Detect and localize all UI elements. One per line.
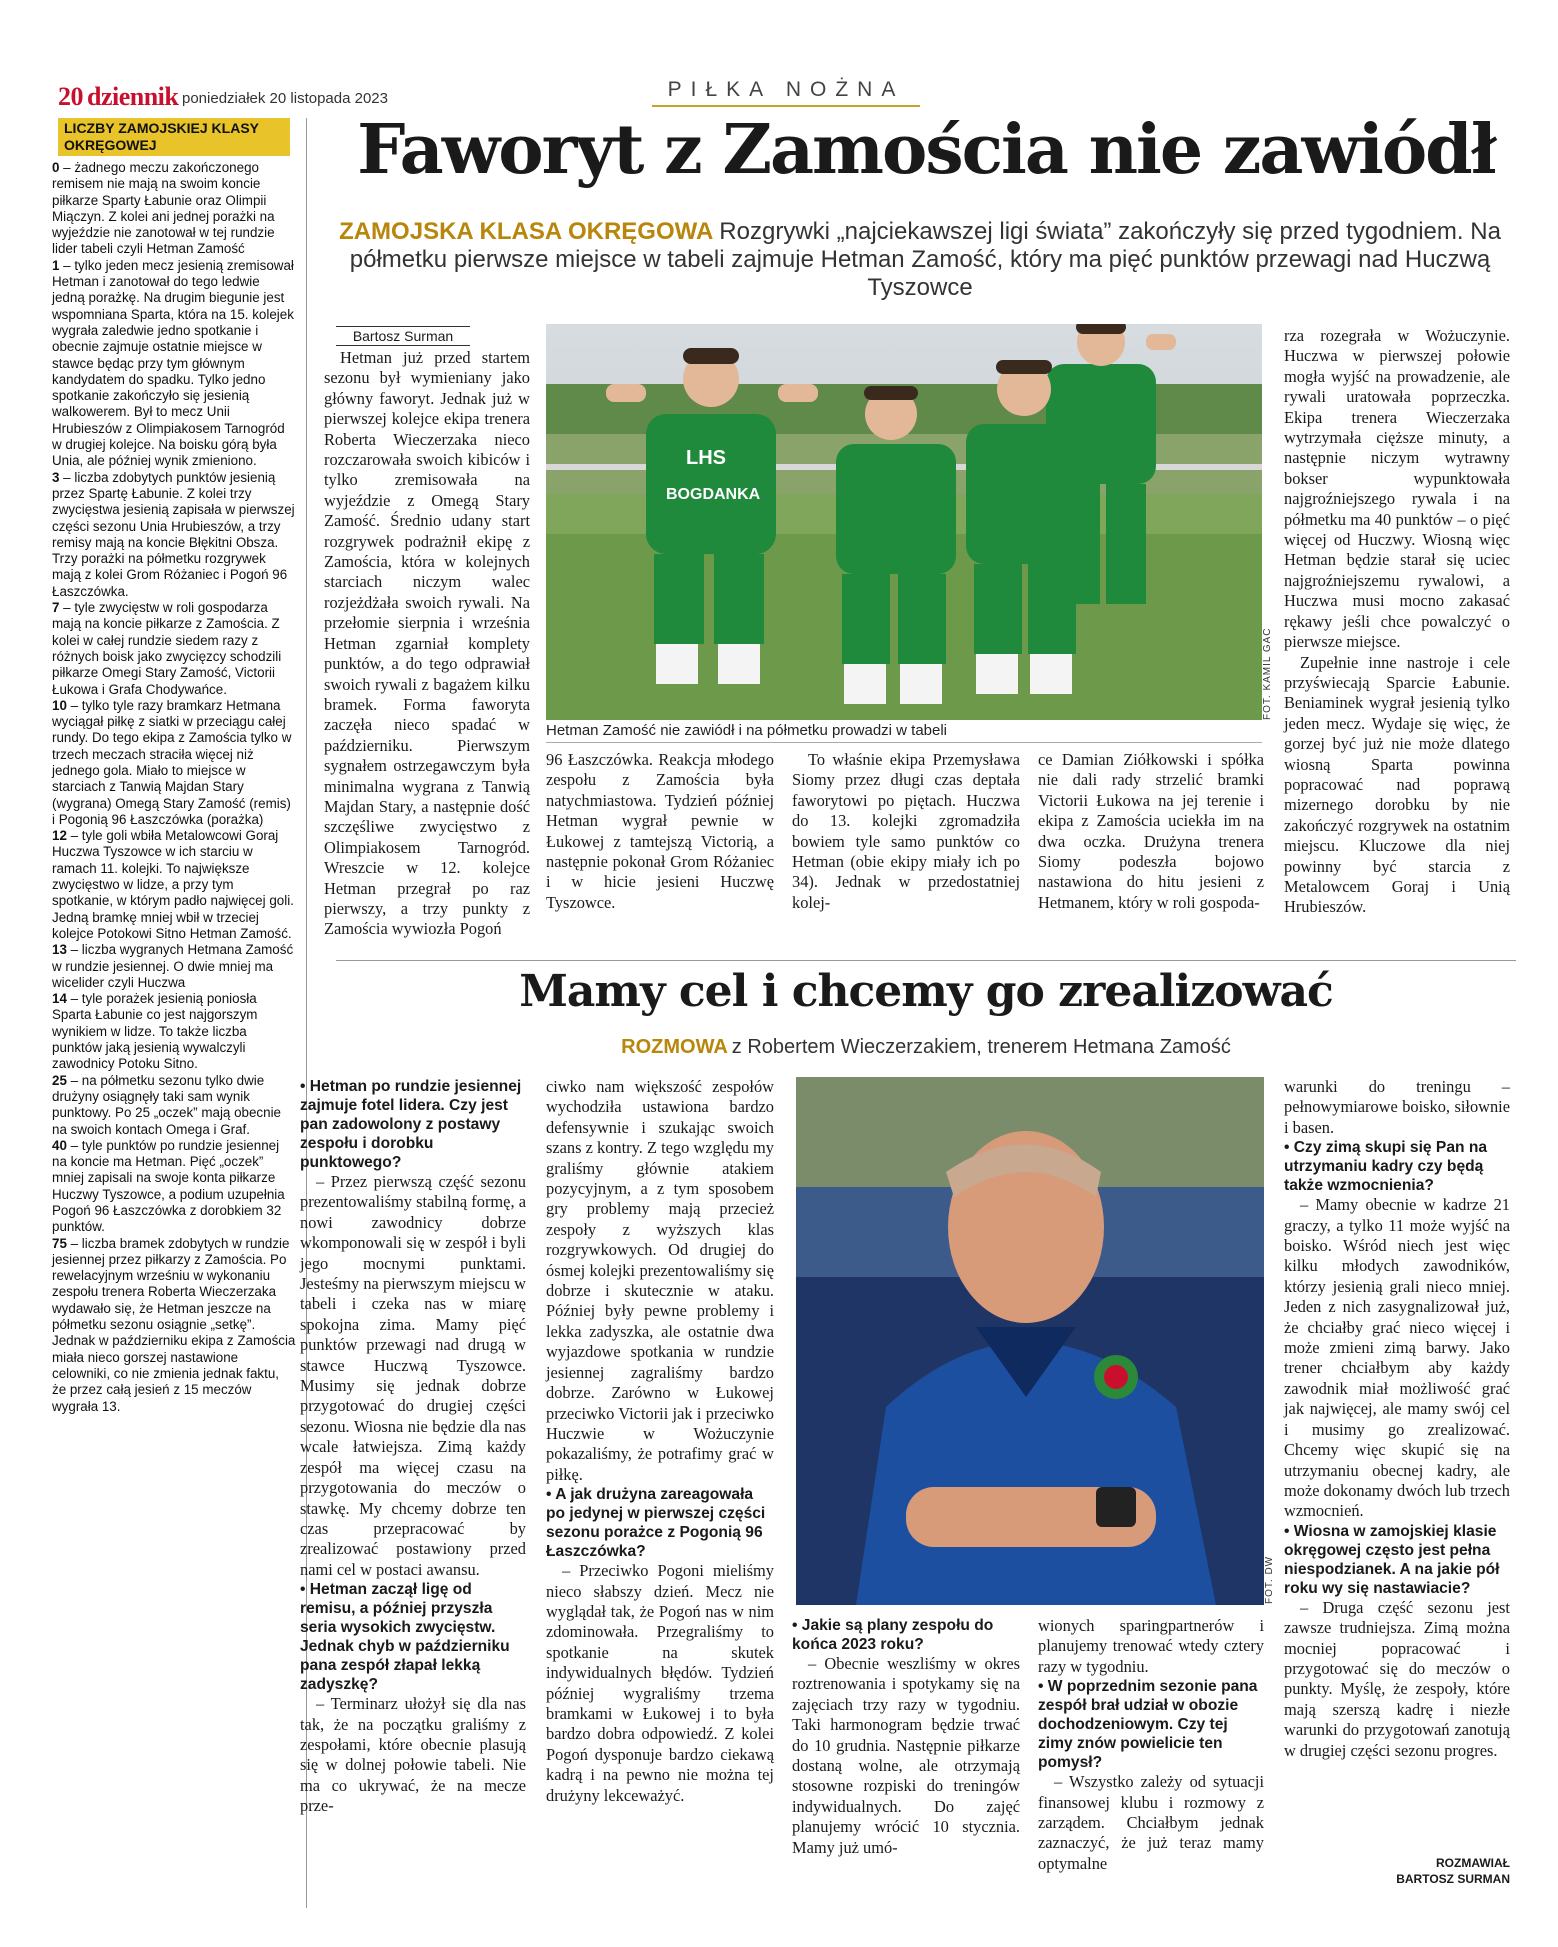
stat-number: 1 [52,257,60,273]
interview-question: • Wiosna w zamojskiej klasie okręgowej często jest pełna niespodzianek. A na jakie pół roku wy się nastawiacie? [1284,1522,1500,1597]
signature-name: BARTOSZ SURMAN [1396,1872,1510,1886]
issue-date: poniedziałek 20 listopada 2023 [182,90,388,107]
interview-answer: – Mamy obecnie w kadrze 21 graczy, a tylko 11 może wyjść na boisko. Wśród niech jest więc kilku młodych zawodników, którzy jesienią grali nieco mniej. Jeden z nich zasygnalizował już, że chciałby grać nieco więcej i może zmieni zimą barwy. Jako trener chciałbym aby każdy zawodnik miał możliwość grać jak najwięcej, ale mamy swój cel i musimy go zrealizować. Chcemy więc skupić się na utrzymaniu obecnej kadry, ale może dokonamy dwóch lub trzech wzmocnień. [1284,1195,1510,1521]
interview-col-5 [1284,1077,1510,1761]
interview-kicker: ROZMOWA [621,1036,728,1058]
interview-col-4 [1038,1616,1264,1874]
sidebar-stat-item [52,258,296,470]
stat-number: 25 [52,1072,67,1088]
interview-question: • W poprzednim sezonie pana zespół brał udział w obozie dochodzeniowym. Czy tej zimy znów powielicie ten pomysł? [1038,1678,1258,1772]
sidebar-stat-item [52,698,296,828]
paragraph: ce Damian Ziółkowski i spółka nie dali rady strzelić bramki Victorii Łukowa na jej terenie i ekipa z Zamościa uciekła im na dwa oczka. Drużyna trenera Siomy podeszła bojowo nastawiona do hitu jesieni z Hetmanem, który w roli gospoda- [1038,750,1264,912]
stat-text: – tyle goli wbiła Metalowcowi Goraj Huczwa Tyszowce w ich starciu w ramach 11. kolejki. To największe zwycięstwo w lidze, a przy tym spotkanie, w którym padło najwięcej goli. Jedną bramkę mniej wbił w trzeciej kolejce Potokowi Sitno Hetman Zamość. [52,828,294,941]
article-separator [336,960,1516,961]
interview-question: • A jak drużyna zareagowała po jedynej w pierwszej części sezonu porażce z Pogonią 96 Łaszczówka? [546,1486,766,1561]
sidebar-stat-item [52,1138,296,1236]
paragraph: rza rozegrała w Wożuczynie. Huczwa w pierwszej połowie mogła wyjść na prowadzenie, ale rywali uratowała poprzeczka. Ekipa trenera Wieczerzaka wytrzymała cięższe minuty, a następnie niczym wytrawny bokser wypunktowała najgroźniejszego rywala i na półmetku ma 40 punktów – o pięć więcej od Huczwy. Wiosną więc Hetman będzie starał się uciec najgroźniejszemu rywalowi, a Huczwa musi mocno zakasać rękawy jeśli chce powalczyć o pierwsze miejsce. [1284,326,1510,652]
jersey-sponsor-2: BOGDANKA [666,486,761,503]
interview-col-2 [546,1077,774,1806]
jersey-sponsor-1: LHS [686,447,726,469]
sidebar-stat-item [52,1073,296,1138]
interview-subtitle-text: z Robertem Wieczerzakiem, trenerem Hetmana Zamość [731,1036,1231,1058]
interview-answer: ciwko nam większość zespołów wychodziła ustawiona bardzo defensywnie i szukając swoich szans z kontry. Z tego względu my graliśmy głównie atakiem pozycyjnym, a z tym sposobem gry problemy mają przecież zespoły z wyższych klas rozgrywkowych. Od drugiej do ósmej kolejki prezentowaliśmy się dobrze i skutecznie w ataku. Później były pewne problemy i lekka zadyszka, ale ostatnie dwa wyjazdowe spotkania w rundzie jesiennej zagraliśmy bardzo dobrze. Zarówno w Łukowej przeciwko Victorii jak i przeciwko Huczwie w Wożuczynie pokazaliśmy, że potrafimy grać w piłkę. [546,1077,774,1484]
article-col-1 [300,348,530,940]
article-lead [320,218,1520,302]
interview-answer: wionych sparingpartnerów i planujemy trenować wtedy cztery razy w tygodniu. [1038,1616,1264,1676]
interview-signature [1284,1855,1510,1887]
stat-text: – liczba wygranych Hetmana Zamość w rundzie jesiennej. O dwie mniej ma wicelider czyli Huczwa [52,942,294,990]
stat-number: 3 [52,469,60,485]
stat-number: 14 [52,991,67,1007]
article-lead-text: Rozgrywki „najciekawszej ligi świata” zakończyły się przed tygodniem. Na półmetku pierwsze miejsce w tabeli zajmuje Hetman Zamość, który ma pięć punktów przewagi nad Huczwą Tyszowce [349,218,1501,301]
page-number: 20 [58,82,83,111]
stat-number: 13 [52,942,67,958]
interview-subtitle [336,1036,1516,1059]
stat-text: – tylko tyle razy bramkarz Hetmana wyciągał piłkę z siatki w przeciągu całej rundy. Do tego ekipa z Zamościa tylko w trzech meczach straciła więcej niż jednego gola. Miało to miejsce w starciach z Tanwią Majdan Stary (wygrana) Omegą Stary Zamość (remis) i Pogonią 96 Łaszczówka (porażka) [52,697,292,827]
stat-text: – na półmetku sezonu tylko dwie drużyny osiągnęły taki sam wynik punktowy. Po 25 „oczek” mają obecnie na swoich kontach Omega i Graf. [52,1072,282,1137]
sidebar-stat-item [52,600,296,698]
interview-question: • Jakie są plany zespołu do końca 2023 roku? [792,1617,994,1653]
interview-answer: – Przeciwko Pogoni mieliśmy nieco słabszy dzień. Mecz nie wyglądał tak, że Pogoń nas w nim zdominowała. Przegraliśmy to spotkanie na skutek indywidualnych błędów. Tydzień później wygraliśmy trzema bramkami w Łukowej i to była bardzo dobra odpowiedź. Z kolei Pogoń dysponuje bardzo ciekawą kadrą i na pewno nie można tej drużyny lekceważyć. [546,1561,774,1805]
paragraph: To właśnie ekipa Przemysława Siomy przez długi czas deptała faworytowi po piętach. Huczwa do 13. kolejki zgromadziła bowiem tyle samo punktów co Hetman (obie ekipy miały ich po 34). Jednak w przedostatniej kolej- [792,750,1020,912]
interview-col-1 [300,1077,526,1817]
article-col-3 [792,750,1020,913]
article-col-4 [1038,750,1264,913]
paragraph: Zupełnie inne nastroje i cele przyświecają Sparcie Łabunie. Beniaminek wygrał jesienią tylko jeden mecz. Wydaje się więc, że gorzej być już nie może dlatego wiosną Sparta powinna popracować nad poprawą mizernego dorobku by nie zakończyć rozgrywek na ostatnim miejscu. Kluczowe dla niej powinny być starcia z Metalowcem Goraj i Unią Hrubieszów. [1284,652,1510,917]
stat-number: 0 [52,160,60,175]
interview-answer: – Obecnie weszliśmy w okres roztrenowania i spotykamy się na zajęciach trzy razy w tygodniu. Taki harmonogram będzie trwać do 10 grudnia. Następnie piłkarze dostaną wolne, ale otrzymają stosowne rozpiski do treningów indywidualnych. Do zajęć planujemy wrócić 10 stycznia. Mamy już umó- [792,1654,1020,1857]
stat-text: – tyle porażek jesienią poniosła Sparta Łabunie co jest najgorszym wynikiem w lidze. To także liczba punktów jaką jesienią wywalczyli zawodnicy Potoku Sitno. [52,991,258,1072]
stat-number: 7 [52,600,60,616]
photo-credit: FOT. KAMIL GAC [1262,627,1273,720]
interview-col-3 [792,1616,1020,1858]
stat-text: – tyle punktów po rundzie jesiennej na koncie ma Hetman. Pięć „oczek” mniej zapisali na swoje konta piłkarze Huczwy Tyszowce, a podium uzupełnia Pogoń 96 Łaszczówka z dorobkiem 32 punktów. [52,1137,285,1235]
stat-text: – tylko jeden mecz jesienią zremisował Hetman i zanotował do tego ledwie jedną porażkę. Na drugim biegunie jest wspomniana Sparta, która na 15. kolejek wygrała zaledwie jedno spotkanie i obecnie zajmuje ostatnie miejsce w stawce będąc przy tym głównym kandydatem do spadku. Tylko jedno spotkanie zakończyło się jesienią walkowerem. Był to mecz Unii Hrubieszów z Olimpiakosem Tarnogród w drugiej kolejce. Na boisku górą była Unia, ale później wynik zmieniono. [52,257,294,469]
article-col-5 [1284,326,1510,918]
interview-answer: warunki do treningu – pełnowymiarowe boisko, siłownie i basen. [1284,1077,1510,1137]
article-col-2 [546,750,774,913]
stat-text: – żadnego meczu zakończonego remisem nie mają na swoim koncie piłkarze Sparty Łabunie oraz Olimpii Miączyn. Z kolei ani jednej porażki na wyjeździe nie zanotował w tej rundzie lider tabeli czyli Hetman Zamość [52,160,275,257]
coach-photo-credit: FOT. DW [1264,1555,1275,1604]
coach-photo-illustration [796,1077,1264,1605]
stat-text: – tyle zwycięstw w roli gospodarza mają na koncie piłkarze z Zamościa. Z kolei w całej rundzie siedem razy z różnych boisk jako zwycięzcy schodzili piłkarze Omegi Stary Zamość, Victorii Łukowa i Grafa Chodywańce. [52,600,282,697]
interview-title: Mamy cel i chcemy go zrealizować [519,966,1333,1017]
interview-question: • Hetman po rundzie jesiennej zajmuje fotel lidera. Czy jest pan zadowolony z postawy zespołu i dorobku punktowego? [300,1078,522,1171]
sidebar-list [52,160,296,1415]
team-photo [546,324,1262,720]
stat-number: 40 [52,1137,67,1153]
interview-question: • Czy zimą skupi się Pan na utrzymaniu kadry czy będą także wzmocnienia? [1284,1139,1488,1195]
article-kicker: ZAMOJSKA KLASA OKRĘGOWA [339,218,714,245]
sidebar-stats [52,118,296,1415]
stat-number: 75 [52,1235,67,1251]
section-label: PIŁKA NOŻNA [652,78,920,107]
photo-caption: Hetman Zamość nie zawiódł i na półmetku prowadzi w tabeli [546,722,1262,743]
interview-question: • Hetman zaczął ligę od remisu, a później przyszła seria wysokich zwycięstw. Jednak chyb w październiku pana zespół złapał lekką zadyszkę? [300,1581,510,1694]
sidebar-stat-item [52,160,296,258]
team-photo-illustration [546,324,1262,720]
coach-photo [796,1077,1264,1605]
article-title: Faworyt z Zamościa nie zawiódł [357,110,1495,190]
newspaper-logo [58,84,178,110]
stat-text: – liczba zdobytych punktów jesienią przez Spartę Łabunie. Z kolei trzy zwycięstwa jesienią zapisała w pierwszej części sezonu Unia Hrubieszów, a trzy remisy mają na koncie Błękitni Obsza. Trzy porażki na półmetku rozgrywek mają z kolei Grom Różaniec i Pogoń 96 Łaszczówka. [52,469,295,599]
paragraph: 96 Łaszczówka. Reakcja młodego zespołu z Zamościa była natychmiastowa. Tydzień później Hetman wygrał pewnie w Łukowej z tamtejszą Victorią, a następnie pokonał Grom Różaniec i w hicie jesieni Huczwę Tyszowce. [546,750,774,912]
interview-answer: – Przez pierwszą część sezonu prezentowaliśmy stabilną formę, a nowi zawodnicy dobrze wkomponowali się w zespół i byli jego mocnymi punktami. Jesteśmy na pierwszym miejscu w tabeli i czeka nas w miarę spokojna zima. Mamy pięć punktów przewagi nad drugą w stawce Huczwą Tyszowce. Musimy się jednak dobrze przygotować do drugiej części sezonu. Wiosna nie będzie dla nas wcale łatwiejsza. Zimą każdy zespół ma więcej czasu na przygotowania do meczów o stawkę. My chcemy dobrze ten czas przepracować by zrealizować postawiony przed nami cel w postaci awansu. [300,1172,526,1579]
interview-answer: – Druga część sezonu jest zawsze trudniejsza. Zimą można mocniej popracować i przygotować się do meczów o punkty. Myślę, że zespoły, które mają szerszą kadrę i niezłe warunki do przygotowań zanotują w drugiej części sezonu progres. [1284,1597,1510,1760]
interview-answer: – Wszystko zależy od sytuacji finansowej klubu i rozmowy z zarządem. Chciałbym jednak zaznaczyć, że już teraz mamy optymalne [1038,1772,1264,1873]
sidebar-stat-item [52,991,296,1072]
interview-answer: – Terminarz ułożył się dla nas tak, że na początku graliśmy z zespołami, które obecnie plasują się w dolnej połowie tabeli. Nie ma co ukrywać, że na mecze prze- [300,1694,526,1816]
author-byline: Bartosz Surman [336,326,470,346]
stat-number: 12 [52,828,67,844]
sidebar-stat-item [52,828,296,942]
sidebar-title: LICZBY ZAMOJSKIEJ KLASY OKRĘGOWEJ [58,118,290,156]
logo-text: dziennik [87,82,179,111]
sidebar-stat-item [52,1236,296,1415]
sidebar-stat-item [52,470,296,600]
stat-text: – liczba bramek zdobytych w rundzie jesiennej przez piłkarzy z Zamościa. Po rewelacyjnym wrześniu w wykonaniu zespołu trenera Roberta Wieczerzaka wydawało się, że Hetman jeszcze na półmetku sezonu osiągnie „setkę”. Jednak w październiku ekipa z Zamościa miała nieco gorszej nastawione celowniki, co nie zmienia jednak faktu, że przez całą jesień z 15 meczów wygrała 13. [52,1235,296,1414]
stat-number: 10 [52,697,67,713]
signature-label: ROZMAWIAŁ [1436,1856,1510,1870]
paragraph: Hetman już przed startem sezonu był wymieniany jako główny faworyt. Jednak już w pierwszej kolejce ekipa trenera Roberta Wieczerzaka nieco rozczarowała swoich kibiców i tylko zremisowała na wyjeździe z Omegą Stary Zamość. Średnio udany start rozgrywek podrażnił ekipę z Zamościa, która w kolejnych starciach niczym walec rozjeżdżała swoich rywali. Na przełomie sierpnia i września Hetman zgarniał komplety punktów, a do tego odprawiał swoich rywali z bagażem kilku bramek. Forma faworyta zaczęła nieco spadać w październiku. Pierwszym sygnałem ostrzegawczym była minimalna wygrana z Tanwią Majdan Stary, a następnie dość szczęśliwe zwycięstwo z Olimpiakosem Tarnogród. Wreszcie w 12. kolejce Hetman przegrał po raz pierwszy, a trzy punkty z Zamościa wywiozła Pogoń [324,348,530,939]
sidebar-stat-item [52,942,296,991]
